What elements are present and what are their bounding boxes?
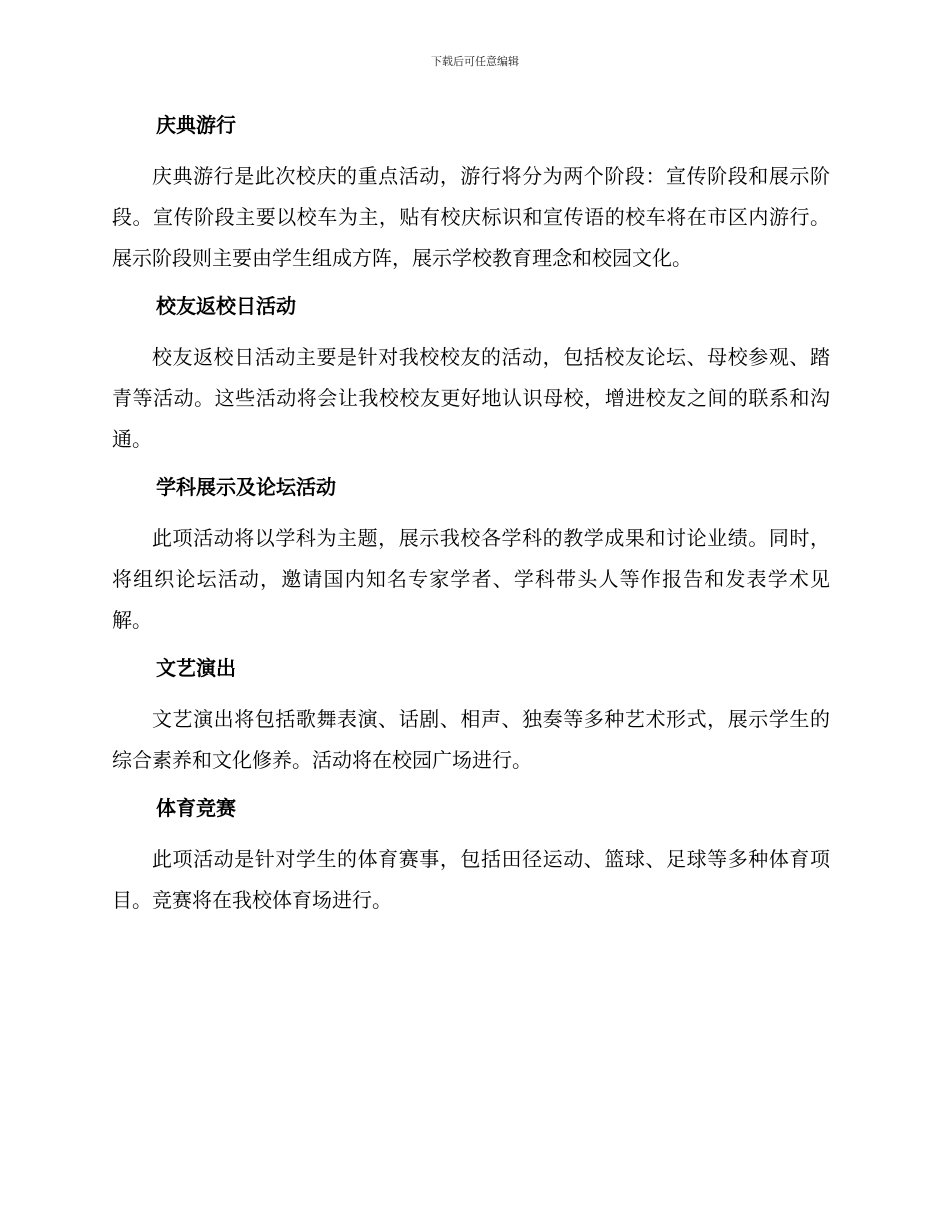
section-heading: 文艺演出 <box>156 656 236 680</box>
section-paragraph: 庆典游行是此次校庆的重点活动，游行将分为两个阶段：宣传阶段和展示阶段。宣传阶段主要以校车为主，贴有校庆标识和宣传语的校车将在市区内游行。展示阶段则主要由学生组成方阵，展示学校教育理念和校园文化。 <box>112 164 830 270</box>
section-paragraph: 文艺演出将包括歌舞表演、话剧、相声、独奏等多种艺术形式，展示学生的综合素养和文化修养。活动将在校园广场进行。 <box>112 707 830 772</box>
page-header-note: 下载后可任意编辑 <box>431 55 519 68</box>
section-paragraph: 此项活动是针对学生的体育赛事，包括田径运动、篮球、足球等多种体育项目。竞赛将在我校体育场进行。 <box>112 847 830 912</box>
section-alumni-day <box>112 291 830 460</box>
section-heading: 校友返校日活动 <box>156 294 296 318</box>
section-academic-forum <box>112 472 830 641</box>
section-heading: 庆典游行 <box>156 113 236 137</box>
section-performance <box>112 653 830 781</box>
section-heading: 体育竞赛 <box>156 796 236 820</box>
section-paragraph: 此项活动将以学科为主题，展示我校各学科的教学成果和讨论业绩。同时，将组织论坛活动，邀请国内知名专家学者、学科带头人等作报告和发表学术见解。 <box>112 526 830 632</box>
section-parade <box>112 110 830 279</box>
section-sports <box>112 793 830 921</box>
document-body <box>112 110 830 933</box>
section-paragraph: 校友返校日活动主要是针对我校校友的活动，包括校友论坛、母校参观、踏青等活动。这些活动将会让我校校友更好地认识母校，增进校友之间的联系和沟通。 <box>112 345 830 451</box>
section-heading: 学科展示及论坛活动 <box>156 475 336 499</box>
